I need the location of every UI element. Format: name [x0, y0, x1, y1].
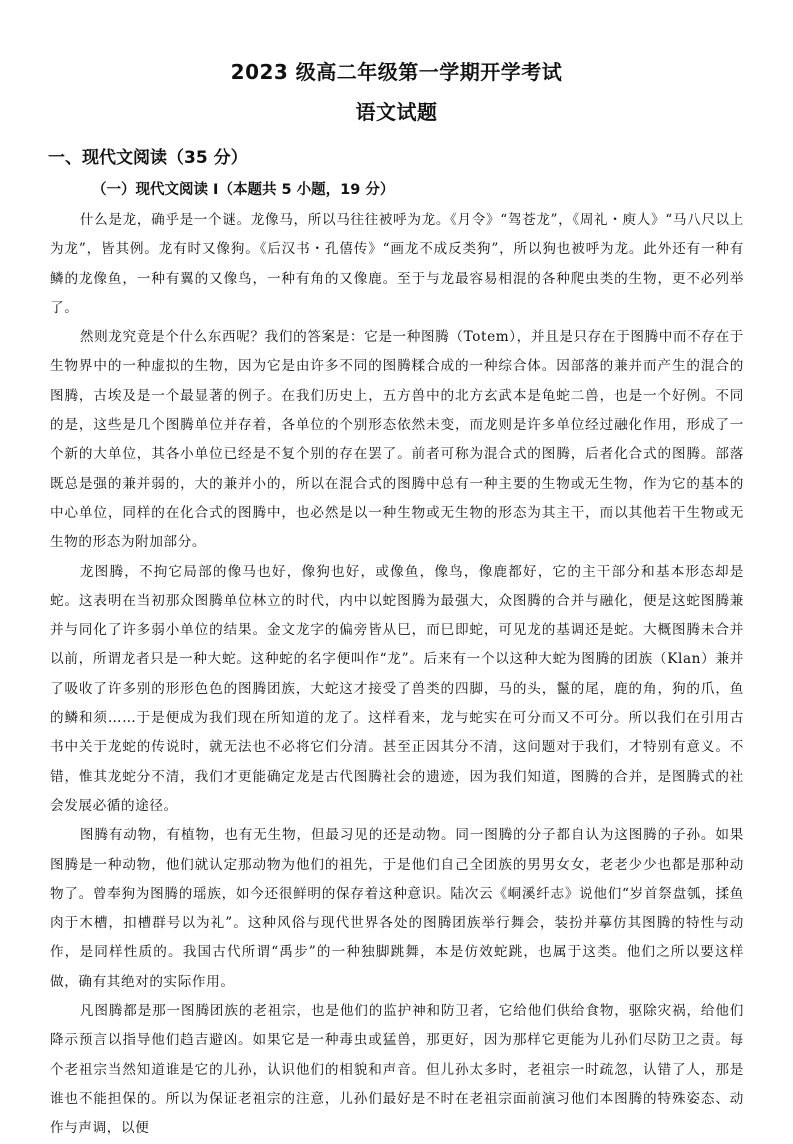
paragraph: 龙图腾，不拘它局部的像马也好，像狗也好，或像鱼，像鸟，像鹿都好，它的主干部分和基本形态却是蛇。这表明在当初那众图腾单位林立的时代，内中以蛇图腾为最强大，众图腾的合并与融化，便是这蛇图腾兼并与同化了许多弱小单位的结果。金文龙字的偏旁皆从巳，而巳即蛇，可见龙的基调还是蛇。大概图腾未合并以前，所谓龙者只是一种大蛇。这种蛇的名字便叫作“龙”。后来有一个以这种大蛇为图腾的团族（Klan）兼并了吸收了许多别的形形色色的图腾团族，大蛇这才接受了兽类的四脚，马的头，鬣的尾，鹿的角，狗的爪，鱼的鳞和须……于是便成为我们现在所知道的龙了。这样看来，龙与蛇实在可分而又不可分。所以我们在引用古书中关于龙蛇的传说时，就无法也不必将它们分清。甚至正因其分不清，这问题对于我们，才特别有意义。不错，惟其龙蛇分不清，我们才更能确定龙是古代图腾社会的遗迹，因为我们知道，图腾的合并，是图腾式的社会发展必循的途径。 [50, 563, 744, 814]
passage-body [50, 206, 744, 1144]
paragraph: 什么是龙，确乎是一个谜。龙像马，所以马往往被呼为龙。《月令》“驾苍龙”，《周礼・庾人》“马八尺以上为龙”，皆其例。龙有时又像狗。《后汉书・孔僖传》“画龙不成反类狗”，所以狗也被呼为龙。此外还有一种有鳞的龙像鱼，一种有翼的又像鸟，一种有角的又像鹿。至于与龙最容易相混的各种爬虫类的生物，更不必列举了。 [50, 212, 744, 316]
section-heading: 一、现代文阅读（35 分） [48, 148, 248, 168]
paragraph: 凡图腾都是那一图腾团族的老祖宗，也是他们的监护神和防卫者，它给他们供给食物，驱除灾祸，给他们降示预言以指导他们趋吉避凶。如果它是一种毒虫或猛兽，那更好，因为那样它更能为儿孙们尽防卫之责。每个老祖宗当然知道谁是它的儿孙，认识他们的相貌和声音。但儿孙太多时，老祖宗一时疏忽，认错了人，那是谁也不能担保的。所以为保证老祖宗的注意，儿孙们最好是不时在老祖宗面前演习他们本图腾的特殊姿态、动作与声调，以便 [50, 1003, 744, 1137]
paragraph: 图腾有动物，有植物，也有无生物，但最习见的还是动物。同一图腾的分子都自认为这图腾的子孙。如果图腾是一种动物，他们就认定那动物为他们的祖先，于是他们自己全团族的男男女女，老老少少也都是那种动物了。曾奉狗为图腾的瑶族，如今还很鲜明的保存着这种意识。陆次云《峒溪纤志》说他们“岁首祭盘瓠，揉鱼肉于木槽，扣槽群号以为礼”。这种风俗与现代世界各处的图腾团族举行舞会，装扮并摹仿其图腾的特性与动作，是同样性质的。我国古代所谓“禹步”的一种独脚跳舞，本是仿效蛇跳，也属于这类。他们之所以要这样做，确有其绝对的实际作用。 [50, 827, 744, 990]
exam-subtitle: 语文试题 [355, 100, 438, 124]
section-subheading: （一）现代文阅读 I（本题共 5 小题，19 分） [92, 182, 395, 198]
exam-title: 2023 级高二年级第一学期开学考试 [230, 60, 563, 84]
paragraph: 然则龙究竟是个什么东西呢？我们的答案是：它是一种图腾（Totem），并且是只存在于图腾中而不存在于生物界中的一种虚拟的生物，因为它是由许多不同的图腾糅合成的一种综合体。因部落的兼并而产生的混合的图腾，古埃及是一个最显著的例子。在我们历史上，五方兽中的北方玄武本是龟蛇二兽，也是一个好例。不同的是，这些是几个图腾单位并存着，各单位的个别形态依然未变，而龙则是许多单位经过融化作用，形成了一个新的大单位，其各小单位已经是不复个别的存在罢了。前者可称为混合式的图腾，后者化合式的图腾。部落既总是强的兼并弱的，大的兼并小的，所以在混合式的图腾中总有一种主要的生物或无生物，作为它的基本的中心单位，同样的在化合式的图腾中，也必然是以一种生物或无生物的形态为其主干，而以其他若干生物或无生物的形态为附加部分。 [50, 329, 744, 551]
